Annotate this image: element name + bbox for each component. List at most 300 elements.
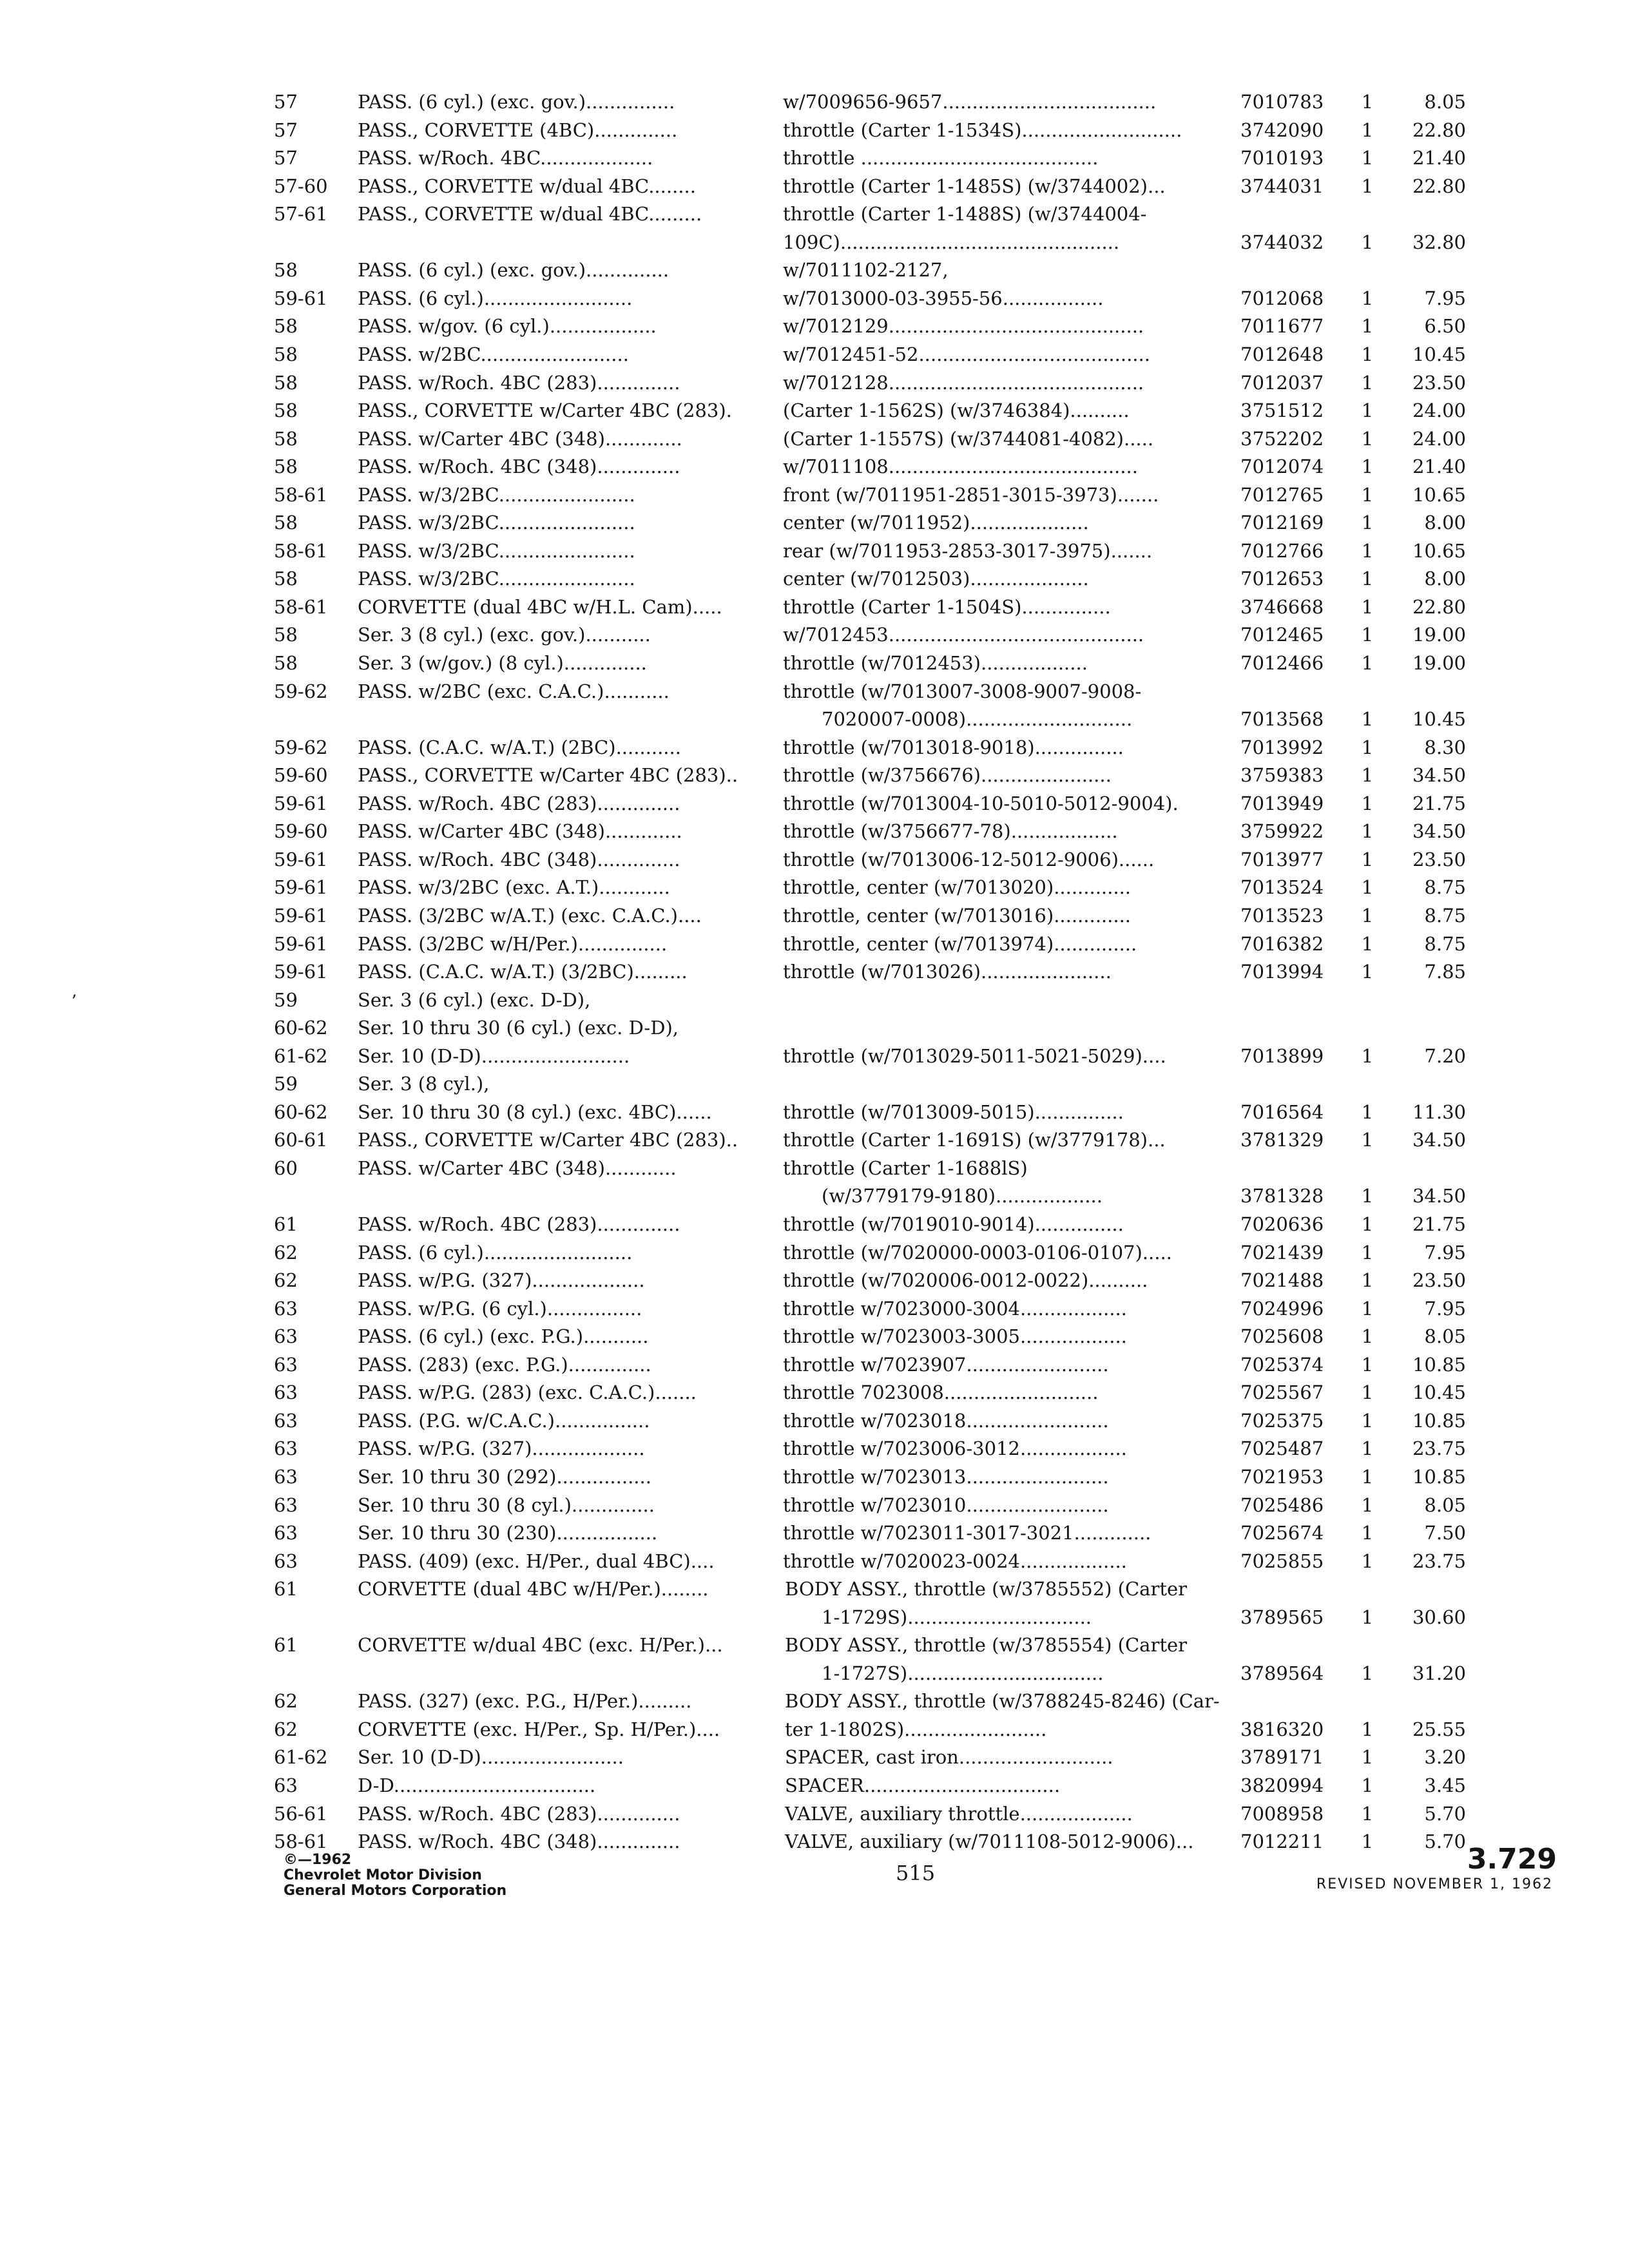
- description-cell: throttle w/7023907........................: [783, 1353, 1109, 1376]
- table-row: [0, 201, 1629, 229]
- price-cell: 23.75: [1412, 1437, 1466, 1460]
- quantity-cell: 1: [1361, 1044, 1374, 1067]
- model-cell: PASS. w/Carter 4BC (348).............: [358, 820, 682, 843]
- year-cell: 59-61: [274, 932, 328, 955]
- quantity-cell: 1: [1361, 736, 1374, 758]
- part-number-cell: 7012766: [1240, 539, 1324, 562]
- table-row: [0, 874, 1629, 903]
- model-cell: PASS. w/Carter 4BC (348).............: [358, 427, 682, 450]
- price-cell: 24.00: [1412, 399, 1466, 421]
- model-cell: Ser. 10 (D-D).........................: [358, 1044, 630, 1067]
- table-row: [0, 1492, 1629, 1521]
- part-number-cell: 3789565: [1240, 1606, 1324, 1628]
- year-cell: 58: [274, 652, 298, 674]
- year-cell: 60: [274, 1157, 298, 1179]
- description-cell: throttle ........................................: [783, 147, 1099, 169]
- model-cell: PASS. w/3/2BC.......................: [358, 568, 635, 590]
- quantity-cell: 1: [1361, 427, 1374, 450]
- table-row: [0, 1548, 1629, 1577]
- model-cell: PASS., CORVETTE w/Carter 4BC (283).: [358, 399, 732, 421]
- table-row: [0, 313, 1629, 341]
- model-cell: PASS. w/Roch. 4BC (283)..............: [358, 371, 680, 394]
- model-cell: Ser. 3 (8 cyl.),: [358, 1073, 490, 1095]
- part-number-cell: 3744031: [1240, 175, 1324, 197]
- part-number-cell: 7013524: [1240, 876, 1324, 899]
- part-number-cell: 3752202: [1240, 427, 1324, 450]
- table-row: [0, 510, 1629, 538]
- description-cell: BODY ASSY., throttle (w/3785554) (Carter: [785, 1634, 1188, 1657]
- model-cell: PASS. (283) (exc. P.G.)..............: [358, 1353, 651, 1376]
- year-cell: 58: [274, 427, 298, 450]
- part-number-cell: 7016382: [1240, 932, 1324, 955]
- year-cell: 63: [274, 1381, 298, 1404]
- year-cell: 61: [274, 1578, 298, 1600]
- price-cell: 5.70: [1424, 1802, 1466, 1825]
- model-cell: PASS. w/P.G. (327)...................: [358, 1437, 645, 1460]
- year-cell: 59-60: [274, 764, 328, 787]
- model-cell: PASS. w/Carter 4BC (348)............: [358, 1157, 677, 1179]
- part-number-cell: 3742090: [1240, 119, 1324, 141]
- table-row: [0, 1267, 1629, 1296]
- quantity-cell: 1: [1361, 1718, 1374, 1740]
- table-row: [0, 426, 1629, 454]
- part-number-cell: 7021439: [1240, 1241, 1324, 1264]
- model-cell: PASS. w/3/2BC (exc. A.T.)............: [358, 876, 670, 899]
- price-cell: 10.45: [1412, 1381, 1466, 1404]
- quantity-cell: 1: [1361, 595, 1374, 618]
- description-cell: VALVE, auxiliary (w/7011108-5012-9006)...: [785, 1831, 1194, 1853]
- price-cell: 7.95: [1424, 287, 1466, 309]
- year-cell: 57: [274, 119, 298, 141]
- part-number-cell: 7012466: [1240, 652, 1324, 674]
- table-row: [0, 791, 1629, 819]
- description-cell: w/7012128...........................................: [783, 371, 1144, 394]
- description-cell: throttle (Carter 1-1534S)...........................: [783, 119, 1182, 141]
- quantity-cell: 1: [1361, 315, 1374, 338]
- description-cell: throttle (Carter 1-1691S) (w/3779178)...: [783, 1129, 1166, 1151]
- table-row: [0, 1632, 1629, 1660]
- description-cell: SPACER.................................: [785, 1774, 1061, 1796]
- price-cell: 5.70: [1424, 1831, 1466, 1853]
- year-cell: 58: [274, 259, 298, 282]
- table-row: [0, 1183, 1629, 1211]
- year-cell: 59-61: [274, 904, 328, 927]
- year-cell: 60-62: [274, 1100, 328, 1123]
- part-number-cell: 3820994: [1240, 1774, 1324, 1796]
- model-cell: PASS. (6 cyl.) (exc. gov.)...............: [358, 91, 675, 113]
- model-cell: PASS. (409) (exc. H/Per., dual 4BC)....: [358, 1550, 715, 1572]
- year-cell: 63: [274, 1494, 298, 1516]
- year-cell: 63: [274, 1325, 298, 1348]
- description-cell: center (w/7012503)....................: [783, 568, 1089, 590]
- table-row: [0, 145, 1629, 173]
- price-cell: 8.75: [1424, 876, 1466, 899]
- year-cell: 57: [274, 91, 298, 113]
- table-row: [0, 762, 1629, 791]
- price-cell: 22.80: [1412, 595, 1466, 618]
- year-cell: 62: [274, 1241, 298, 1264]
- division-line: Chevrolet Motor Division: [284, 1867, 482, 1883]
- table-row: [0, 1296, 1629, 1324]
- price-cell: 3.20: [1424, 1746, 1466, 1769]
- model-cell: PASS. w/Roch. 4BC (283)..............: [358, 1213, 680, 1235]
- description-cell: throttle, center (w/7013974)..............: [783, 932, 1137, 955]
- part-number-cell: 7021953: [1240, 1465, 1324, 1488]
- price-cell: 6.50: [1424, 315, 1466, 338]
- year-cell: 61: [274, 1634, 298, 1657]
- model-cell: CORVETTE (dual 4BC w/H.L. Cam).....: [358, 595, 722, 618]
- page-number: 515: [896, 1861, 936, 1885]
- quantity-cell: 1: [1361, 1213, 1374, 1235]
- year-cell: 58: [274, 399, 298, 421]
- model-cell: PASS. w/Roch. 4BC (348)..............: [358, 1831, 680, 1853]
- quantity-cell: 1: [1361, 119, 1374, 141]
- part-number-cell: 7025855: [1240, 1550, 1324, 1572]
- year-cell: 58-61: [274, 1831, 328, 1853]
- table-row: [0, 1716, 1629, 1745]
- part-number-cell: 7008958: [1240, 1802, 1324, 1825]
- price-cell: 7.85: [1424, 961, 1466, 983]
- price-cell: 7.95: [1424, 1241, 1466, 1264]
- year-cell: 59: [274, 1073, 298, 1095]
- quantity-cell: 1: [1361, 91, 1374, 113]
- quantity-cell: 1: [1361, 652, 1374, 674]
- quantity-cell: 1: [1361, 539, 1374, 562]
- year-cell: 59-61: [274, 848, 328, 870]
- price-cell: 3.45: [1424, 1774, 1466, 1796]
- description-cell: throttle (w/7013029-5011-5021-5029)....: [783, 1044, 1166, 1067]
- quantity-cell: 1: [1361, 1662, 1374, 1684]
- model-cell: PASS. (P.G. w/C.A.C.)................: [358, 1409, 650, 1432]
- year-cell: 59-61: [274, 792, 328, 814]
- model-cell: Ser. 10 thru 30 (8 cyl.) (exc. 4BC)......: [358, 1100, 712, 1123]
- model-cell: CORVETTE w/dual 4BC (exc. H/Per.)...: [358, 1634, 723, 1657]
- part-number-cell: 3746668: [1240, 595, 1324, 618]
- part-number-cell: 7011677: [1240, 315, 1324, 338]
- price-cell: 10.45: [1412, 708, 1466, 731]
- part-number-cell: 3789171: [1240, 1746, 1324, 1769]
- price-cell: 31.20: [1412, 1662, 1466, 1684]
- model-cell: Ser. 3 (8 cyl.) (exc. gov.)...........: [358, 624, 651, 646]
- table-row: [0, 594, 1629, 622]
- part-number-cell: 3789564: [1240, 1662, 1324, 1684]
- model-cell: PASS. w/3/2BC.......................: [358, 539, 635, 562]
- table-row: [0, 1604, 1629, 1633]
- year-cell: 57-60: [274, 175, 328, 197]
- year-cell: 59-62: [274, 736, 328, 758]
- description-cell: (Carter 1-1557S) (w/3744081-4082).....: [783, 427, 1154, 450]
- description-cell: (w/3779179-9180)..................: [822, 1185, 1103, 1207]
- description-cell: w/7012129...........................................: [783, 315, 1144, 338]
- model-cell: PASS. w/2BC.........................: [358, 343, 629, 365]
- table-row: [0, 1379, 1629, 1408]
- model-cell: PASS. (6 cyl.).........................: [358, 287, 633, 309]
- table-row: [0, 482, 1629, 510]
- description-cell: w/7012453...........................................: [783, 624, 1144, 646]
- part-number-cell: 7012068: [1240, 287, 1324, 309]
- year-cell: 62: [274, 1269, 298, 1292]
- quantity-cell: 1: [1361, 1831, 1374, 1853]
- model-cell: PASS., CORVETTE w/Carter 4BC (283)..: [358, 1129, 738, 1151]
- table-row: [0, 1240, 1629, 1268]
- year-cell: 58: [274, 315, 298, 338]
- part-number-cell: 7012169: [1240, 512, 1324, 534]
- description-cell: throttle 7023008..........................: [783, 1381, 1099, 1404]
- part-number-cell: 7013992: [1240, 736, 1324, 758]
- model-cell: PASS., CORVETTE (4BC)..............: [358, 119, 678, 141]
- price-cell: 10.65: [1412, 483, 1466, 506]
- table-row: [0, 117, 1629, 146]
- price-cell: 21.75: [1412, 792, 1466, 814]
- model-cell: Ser. 3 (6 cyl.) (exc. D-D),: [358, 988, 591, 1011]
- price-cell: 8.30: [1424, 736, 1466, 758]
- description-cell: 109C)...............................................: [783, 231, 1120, 253]
- table-row: [0, 1576, 1629, 1604]
- price-cell: 10.85: [1412, 1409, 1466, 1432]
- year-cell: 57-61: [274, 203, 328, 226]
- model-cell: PASS. (6 cyl.).........................: [358, 1241, 633, 1264]
- part-number-cell: 7025608: [1240, 1325, 1324, 1348]
- year-cell: 59-61: [274, 287, 328, 309]
- quantity-cell: 1: [1361, 1100, 1374, 1123]
- price-cell: 30.60: [1412, 1606, 1466, 1628]
- part-number-cell: 7012648: [1240, 343, 1324, 365]
- quantity-cell: 1: [1361, 904, 1374, 927]
- price-cell: 21.40: [1412, 147, 1466, 169]
- model-cell: Ser. 3 (w/gov.) (8 cyl.)..............: [358, 652, 647, 674]
- quantity-cell: 1: [1361, 820, 1374, 843]
- model-cell: PASS. (327) (exc. P.G., H/Per.).........: [358, 1690, 692, 1713]
- quantity-cell: 1: [1361, 1550, 1374, 1572]
- table-row: [0, 1099, 1629, 1128]
- part-number-cell: 7025567: [1240, 1381, 1324, 1404]
- quantity-cell: 1: [1361, 792, 1374, 814]
- table-row: [0, 1043, 1629, 1072]
- table-row: [0, 1323, 1629, 1352]
- description-cell: throttle (w/7013006-12-5012-9006)......: [783, 848, 1155, 870]
- quantity-cell: 1: [1361, 932, 1374, 955]
- description-cell: rear (w/7011953-2853-3017-3975).......: [783, 539, 1153, 562]
- model-cell: PASS., CORVETTE w/dual 4BC.........: [358, 203, 702, 226]
- description-cell: throttle w/7023010........................: [783, 1494, 1109, 1516]
- model-cell: Ser. 10 thru 30 (6 cyl.) (exc. D-D),: [358, 1017, 679, 1039]
- year-cell: 59-61: [274, 876, 328, 899]
- model-cell: PASS. w/P.G. (283) (exc. C.A.C.).......: [358, 1381, 697, 1404]
- description-cell: throttle (w/7013009-5015)...............: [783, 1100, 1124, 1123]
- quantity-cell: 1: [1361, 371, 1374, 394]
- table-row: [0, 1071, 1629, 1099]
- table-row: [0, 1211, 1629, 1240]
- description-cell: ter 1-1802S)........................: [785, 1718, 1047, 1740]
- year-cell: 59-60: [274, 820, 328, 843]
- table-row: [0, 847, 1629, 875]
- description-cell: w/7009656-9657....................................: [783, 91, 1157, 113]
- description-cell: (Carter 1-1562S) (w/3746384)..........: [783, 399, 1130, 421]
- table-row: [0, 341, 1629, 370]
- description-cell: throttle w/7023013........................: [783, 1465, 1109, 1488]
- table-row: [0, 1127, 1629, 1155]
- price-cell: 8.05: [1424, 91, 1466, 113]
- table-row: [0, 1660, 1629, 1689]
- table-row: [0, 818, 1629, 847]
- model-cell: PASS. w/P.G. (6 cyl.)................: [358, 1297, 642, 1320]
- description-cell: 1-1729S)...............................: [822, 1606, 1092, 1628]
- quantity-cell: 1: [1361, 961, 1374, 983]
- year-cell: 58-61: [274, 483, 328, 506]
- part-number-cell: 3744032: [1240, 231, 1324, 253]
- price-cell: 34.50: [1412, 764, 1466, 787]
- year-cell: 63: [274, 1437, 298, 1460]
- part-number-cell: 3816320: [1240, 1718, 1324, 1740]
- description-cell: 1-1727S).................................: [822, 1662, 1104, 1684]
- price-cell: 8.75: [1424, 932, 1466, 955]
- year-cell: 59: [274, 988, 298, 1011]
- part-number-cell: 7012465: [1240, 624, 1324, 646]
- model-cell: D-D..................................: [358, 1774, 596, 1796]
- price-cell: 21.75: [1412, 1213, 1466, 1235]
- year-cell: 58-61: [274, 539, 328, 562]
- description-cell: BODY ASSY., throttle (w/3788245-8246) (Car-: [785, 1690, 1220, 1713]
- price-cell: 32.80: [1412, 231, 1466, 253]
- quantity-cell: 1: [1361, 287, 1374, 309]
- year-cell: 61: [274, 1213, 298, 1235]
- quantity-cell: 1: [1361, 147, 1374, 169]
- model-cell: PASS. w/Roch. 4BC (283)..............: [358, 792, 680, 814]
- table-row: [0, 959, 1629, 987]
- table-row: [0, 454, 1629, 482]
- model-cell: Ser. 10 thru 30 (230).................: [358, 1522, 658, 1544]
- year-cell: 62: [274, 1690, 298, 1713]
- price-cell: 11.30: [1412, 1100, 1466, 1123]
- quantity-cell: 1: [1361, 1774, 1374, 1796]
- description-cell: front (w/7011951-2851-3015-3973).......: [783, 483, 1159, 506]
- model-cell: PASS. (3/2BC w/A.T.) (exc. C.A.C.)....: [358, 904, 702, 927]
- description-cell: w/7011108..........................................: [783, 456, 1138, 478]
- description-cell: w/7011102-2127,: [783, 259, 949, 282]
- description-cell: throttle, center (w/7013020).............: [783, 876, 1132, 899]
- description-cell: throttle (Carter 1-1688lS): [783, 1157, 1028, 1179]
- table-row: [0, 257, 1629, 285]
- description-cell: 7020007-0008)............................: [822, 708, 1133, 731]
- quantity-cell: 1: [1361, 1241, 1374, 1264]
- model-cell: PASS. (3/2BC w/H/Per.)...............: [358, 932, 668, 955]
- description-cell: throttle w/7023003-3005..................: [783, 1325, 1127, 1348]
- quantity-cell: 1: [1361, 1494, 1374, 1516]
- description-cell: throttle w/7023006-3012..................: [783, 1437, 1127, 1460]
- model-cell: PASS. w/Roch. 4BC...................: [358, 147, 653, 169]
- description-cell: center (w/7011952)....................: [783, 512, 1089, 534]
- price-cell: 23.50: [1412, 371, 1466, 394]
- description-cell: throttle (w/7019010-9014)...............: [783, 1213, 1124, 1235]
- year-cell: 63: [274, 1297, 298, 1320]
- part-number-cell: 7020636: [1240, 1213, 1324, 1235]
- part-number-cell: 7013994: [1240, 961, 1324, 983]
- description-cell: throttle w/7023018........................: [783, 1409, 1109, 1432]
- year-cell: 58: [274, 371, 298, 394]
- year-cell: 57: [274, 147, 298, 169]
- quantity-cell: 1: [1361, 1802, 1374, 1825]
- part-number-cell: 3781328: [1240, 1185, 1324, 1207]
- year-cell: 58: [274, 343, 298, 365]
- price-cell: 22.80: [1412, 119, 1466, 141]
- table-row: [0, 173, 1629, 202]
- year-cell: 60-62: [274, 1017, 328, 1039]
- model-cell: PASS., CORVETTE w/Carter 4BC (283)..: [358, 764, 738, 787]
- model-cell: PASS. w/P.G. (327)...................: [358, 1269, 645, 1292]
- description-cell: w/7013000-03-3955-56.................: [783, 287, 1104, 309]
- year-cell: 60-61: [274, 1129, 328, 1151]
- table-row: [0, 1352, 1629, 1380]
- part-number-cell: 7012074: [1240, 456, 1324, 478]
- year-cell: 58: [274, 512, 298, 534]
- model-cell: PASS. (C.A.C. w/A.T.) (2BC)...........: [358, 736, 681, 758]
- part-number-cell: 7016564: [1240, 1100, 1324, 1123]
- year-cell: 61-62: [274, 1746, 328, 1769]
- description-cell: throttle (Carter 1-1485S) (w/3744002)...: [783, 175, 1166, 197]
- table-row: [0, 706, 1629, 735]
- price-cell: 7.50: [1424, 1522, 1466, 1544]
- table-row: [0, 1015, 1629, 1043]
- part-number-cell: 3781329: [1240, 1129, 1324, 1151]
- price-cell: 23.75: [1412, 1550, 1466, 1572]
- part-number-cell: 7025486: [1240, 1494, 1324, 1516]
- model-cell: Ser. 10 (D-D)........................: [358, 1746, 624, 1769]
- description-cell: throttle (w/7020000-0003-0106-0107).....: [783, 1241, 1172, 1264]
- description-cell: throttle (w/7013026)......................: [783, 961, 1112, 983]
- quantity-cell: 1: [1361, 848, 1374, 870]
- price-cell: 10.65: [1412, 539, 1466, 562]
- description-cell: throttle (w/7013004-10-5010-5012-9004).: [783, 792, 1179, 814]
- table-row: [0, 931, 1629, 959]
- part-number-cell: 7025375: [1240, 1409, 1324, 1432]
- part-number-cell: 7010193: [1240, 147, 1324, 169]
- price-cell: 8.75: [1424, 904, 1466, 927]
- price-cell: 34.50: [1412, 1129, 1466, 1151]
- table-row: [0, 1155, 1629, 1184]
- description-cell: throttle (Carter 1-1504S)...............: [783, 595, 1111, 618]
- model-cell: PASS. w/Roch. 4BC (283)..............: [358, 1802, 680, 1825]
- quantity-cell: 1: [1361, 456, 1374, 478]
- model-cell: PASS. w/3/2BC.......................: [358, 483, 635, 506]
- quantity-cell: 1: [1361, 708, 1374, 731]
- price-cell: 19.00: [1412, 624, 1466, 646]
- quantity-cell: 1: [1361, 1465, 1374, 1488]
- model-cell: CORVETTE (dual 4BC w/H/Per.)........: [358, 1578, 709, 1600]
- part-number-cell: 7012037: [1240, 371, 1324, 394]
- price-cell: 34.50: [1412, 1185, 1466, 1207]
- quantity-cell: 1: [1361, 1409, 1374, 1432]
- price-cell: 21.40: [1412, 456, 1466, 478]
- part-number-cell: 7021488: [1240, 1269, 1324, 1292]
- model-cell: PASS. w/gov. (6 cyl.)..................: [358, 315, 657, 338]
- year-cell: 62: [274, 1718, 298, 1740]
- part-number-cell: 7013949: [1240, 792, 1324, 814]
- model-cell: Ser. 10 thru 30 (292)................: [358, 1465, 651, 1488]
- year-cell: 58: [274, 568, 298, 590]
- year-cell: 63: [274, 1353, 298, 1376]
- table-row: [0, 370, 1629, 398]
- table-row: [0, 1829, 1629, 1857]
- model-cell: PASS. (6 cyl.) (exc. P.G.)...........: [358, 1325, 649, 1348]
- table-row: [0, 903, 1629, 931]
- year-cell: 59-62: [274, 680, 328, 702]
- table-row: [0, 1436, 1629, 1464]
- copyright-line: ©—1962: [284, 1852, 352, 1868]
- part-number-cell: 7025374: [1240, 1353, 1324, 1376]
- quantity-cell: 1: [1361, 1325, 1374, 1348]
- quantity-cell: 1: [1361, 568, 1374, 590]
- table-row: [0, 678, 1629, 707]
